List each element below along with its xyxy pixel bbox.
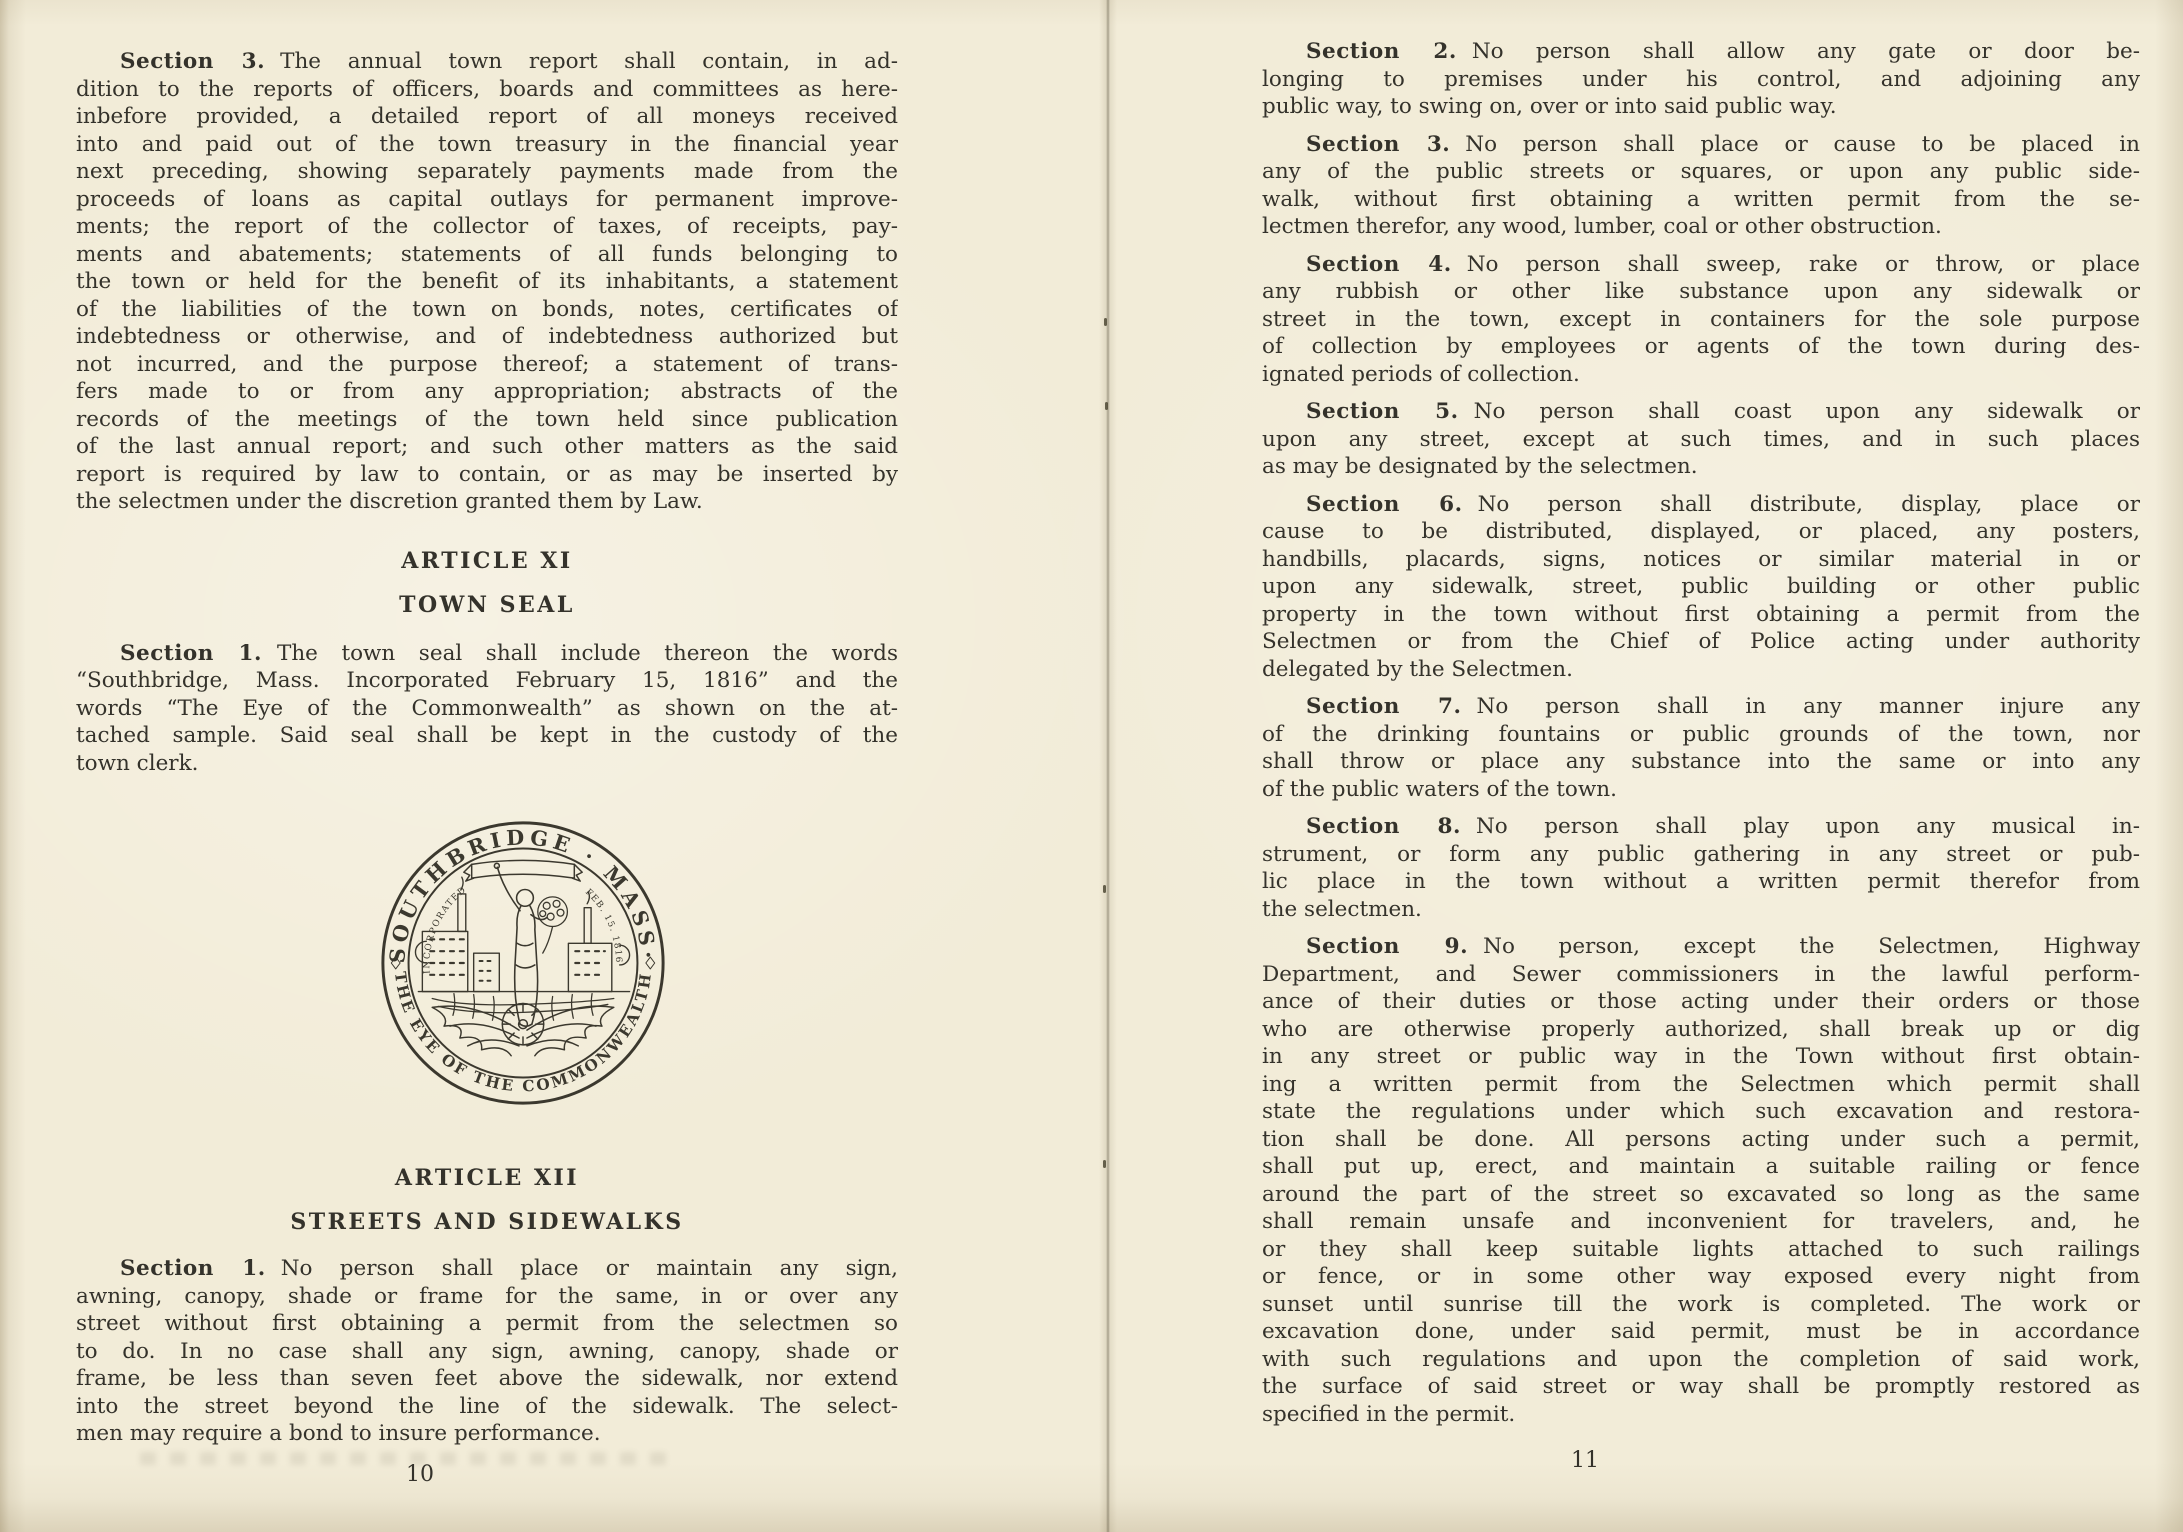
- text-line: shall remain unsafe and inconvenient for travelers, and, he: [1262, 1209, 2140, 1234]
- page-number-right: 11: [1571, 1448, 1599, 1473]
- section-label: Section 7.: [1306, 694, 1462, 719]
- text-line: fers made to or from any appropriation; abstracts of the: [76, 379, 898, 404]
- text-line: handbills, placards, signs, notices or similar material in or: [1262, 546, 2140, 572]
- text-line: street in the town, except in containers for the sole purpose: [1262, 306, 2140, 332]
- text-line: men may require a bond to insure performance.: [76, 1421, 601, 1446]
- text-line: any rubbish or other like substance upon any sidewalk or: [1262, 279, 2140, 304]
- text-line: Section 5. No person shall coast upon any sidewalk or: [1306, 399, 2140, 424]
- text-line: Section 1. No person shall place or maintain any sign,: [120, 1256, 898, 1281]
- text-line: Section 3. The annual town report shall contain, in ad-: [120, 49, 898, 74]
- text-line: awning, canopy, shade or frame for the same, in or over any: [76, 1283, 898, 1309]
- text-line: upon any street, except at such times, and in such places: [1262, 426, 2140, 452]
- text-line: Section 3. No person shall place or cause to be placed in: [1306, 131, 2140, 157]
- seal-ribbon: [464, 860, 582, 881]
- text-line: to do. In no case shall any sign, awning, canopy, shade or: [76, 1338, 898, 1364]
- text-line: into and paid out of the town treasury in the financial year: [76, 131, 898, 157]
- text-line: the town or held for the benefit of its inhabitants, a statement: [76, 269, 898, 294]
- text-line: with such regulations and upon the completion of said work,: [1262, 1346, 2140, 1372]
- text-line: Section 2. No person shall allow any gate or door be-: [1306, 39, 2140, 64]
- text-line: frame, be less than seven feet above the sidewalk, nor extend: [76, 1366, 898, 1391]
- text-line: the selectmen under the discretion granted them by Law.: [76, 489, 703, 514]
- text-line: Section 1. The town seal shall include thereon the words: [120, 640, 898, 666]
- text-line: public way, to swing on, over or into said public way.: [1262, 94, 1837, 119]
- text-line: indebtedness or otherwise, and of indebtedness authorized but: [76, 324, 898, 349]
- section-label: Section 5.: [1306, 399, 1459, 424]
- text-line: of the last annual report; and such other matters as the said: [76, 434, 898, 459]
- text-line: ance of their duties or those acting under their orders or those: [1262, 989, 2140, 1014]
- text-line: dition to the reports of officers, boards and committees as here-: [76, 76, 898, 102]
- bylaw-section: [1262, 131, 2140, 241]
- text-line: or they shall keep suitable lights attached to such railings: [1262, 1236, 2140, 1262]
- section-label: Section 3.: [120, 49, 266, 74]
- text-line: any of the public streets or squares, or upon any public side-: [1262, 159, 2140, 184]
- town-seal-paragraph: [76, 640, 898, 778]
- town-seal-heading: TOWN SEAL: [399, 591, 575, 618]
- bylaw-section: [1262, 933, 2140, 1428]
- text-line: proceeds of loans as capital outlays for permanent improve-: [76, 186, 898, 212]
- text-line: of the drinking fountains or public grounds of the town, nor: [1262, 721, 2140, 747]
- text-line: of the liabilities of the town on bonds, notes, certificates of: [76, 296, 898, 322]
- text-line: Department, and Sewer commissioners in the lawful perform-: [1262, 961, 2140, 987]
- text-line: shall put up, erect, and maintain a suitable railing or fence: [1262, 1154, 2140, 1179]
- text-line: or fence, or in some other way exposed every night from: [1262, 1264, 2140, 1289]
- section-label: Section 4.: [1306, 251, 1452, 277]
- town-seal-illustration: [375, 815, 671, 1111]
- text-line: Section 8. No person shall play upon any musical in-: [1306, 814, 2140, 839]
- streets-sidewalks-heading: STREETS AND SIDEWALKS: [290, 1209, 684, 1235]
- text-line: into the street beyond the line of the sidewalk. The select-: [76, 1393, 898, 1419]
- bylaw-section: [1262, 813, 2140, 923]
- text-line: records of the meetings of the town held since publication: [76, 406, 898, 432]
- page-number-left: 10: [406, 1462, 434, 1487]
- text-line: Section 6. No person shall distribute, display, place or: [1306, 491, 2140, 517]
- text-line: of the public waters of the town.: [1262, 776, 1617, 802]
- text-line: walk, without first obtaining a written permit from the se-: [1262, 186, 2140, 212]
- text-line: street without first obtaining a permit from the selectmen so: [76, 1311, 898, 1336]
- text-line: the surface of said street or way shall be promptly restored as: [1262, 1374, 2140, 1399]
- section-label: Section 6.: [1306, 491, 1463, 517]
- text-line: who are otherwise properly authorized, shall break up or dig: [1262, 1016, 2140, 1042]
- text-line: state the regulations under which such excavation and restora-: [1262, 1099, 2140, 1124]
- seal-incorporated-text: INCORPORATED: [422, 884, 469, 975]
- seal-figure: [494, 863, 546, 1026]
- text-line: property in the town without first obtaining a permit from the: [1262, 601, 2140, 627]
- text-line: “Southbridge, Mass. Incorporated February 15, 1816” and the: [76, 668, 898, 693]
- seal-top-text: SOUTHBRIDGE · MASS·: [385, 825, 661, 965]
- text-line: specified in the permit.: [1262, 1401, 1516, 1427]
- text-line: the selectmen.: [1262, 896, 1422, 922]
- text-line: not incurred, and the purpose thereof; a statement of trans-: [76, 351, 898, 377]
- text-line: sunset until sunrise till the work is completed. The work or: [1262, 1291, 2140, 1317]
- binding-stitch: [1105, 402, 1108, 410]
- text-line: report is required by law to contain, or as may be inserted by: [76, 461, 898, 487]
- seal-wheel: [502, 1003, 543, 1044]
- text-line: tached sample. Said seal shall be kept in the custody of the: [76, 723, 898, 748]
- seal-skyline: [415, 877, 629, 991]
- article-xii-heading: ARTICLE XII: [394, 1165, 580, 1191]
- text-line: around the part of the street so excavated so long as the same: [1262, 1181, 2140, 1207]
- seal-bottom-text: THE EYE OF THE COMMONWEALTH: [390, 970, 656, 1096]
- text-line: inbefore provided, a detailed report of all moneys received: [76, 104, 898, 129]
- text-line: Section 4. No person shall sweep, rake or throw, or place: [1306, 251, 2140, 277]
- article-xi-heading: ARTICLE XI: [401, 547, 573, 574]
- bylaw-section: [1262, 491, 2140, 684]
- text-line: longing to premises under his control, and adjoining any: [1262, 66, 2140, 92]
- town-seal: [112, 815, 934, 1111]
- text-line: upon any sidewalk, street, public building or other public: [1262, 574, 2140, 599]
- right-page: [1262, 38, 2140, 1428]
- text-line: Selectmen or from the Chief of Police acting under authority: [1262, 629, 2140, 654]
- text-line: excavation done, under said permit, must be in accordance: [1262, 1319, 2140, 1344]
- text-line: shall throw or place any substance into the same or into any: [1262, 749, 2140, 774]
- seal-wings: [432, 1006, 614, 1056]
- section-label: Section 1.: [120, 1256, 266, 1281]
- text-line: tion shall be done. All persons acting under such a permit,: [1262, 1126, 2140, 1152]
- bylaw-section: [1262, 251, 2140, 389]
- section-label: Section 1.: [120, 640, 262, 666]
- text-line: ments; the report of the collector of taxes, of receipts, pay-: [76, 214, 898, 239]
- text-line: cause to be distributed, displayed, or placed, any posters,: [1262, 519, 2140, 544]
- streets-section-paragraph: [76, 1255, 898, 1448]
- section-label: Section 9.: [1306, 934, 1469, 959]
- text-line: lic place in the town without a written permit therefor from: [1262, 869, 2140, 894]
- section-label: Section 3.: [1306, 131, 1451, 157]
- text-line: town clerk.: [76, 750, 199, 776]
- section-label: Section 8.: [1306, 814, 1461, 839]
- seal-bouquet: [538, 897, 568, 953]
- text-line: Section 9. No person, except the Selectmen, Highway: [1306, 934, 2140, 959]
- text-line: ments and abatements; statements of all funds belonging to: [76, 241, 898, 267]
- binding-stitch: [1103, 885, 1106, 893]
- text-line: in any street or public way in the Town without first obtain-: [1262, 1044, 2140, 1069]
- text-line: lectmen therefor, any wood, lumber, coal or other obstruction.: [1262, 214, 1942, 239]
- text-line: delegated by the Selectmen.: [1262, 656, 1573, 682]
- text-line: ing a written permit from the Selectmen which permit shall: [1262, 1071, 2140, 1097]
- page-gutter: [1099, 0, 1117, 1532]
- seal-date-text: FEB. 15. 1816: [583, 887, 624, 964]
- bylaw-section: [1262, 398, 2140, 481]
- text-line: ignated periods of collection.: [1262, 361, 1580, 387]
- bylaw-section: [1262, 693, 2140, 803]
- binding-stitch: [1104, 318, 1107, 326]
- text-line: of collection by employees or agents of the town during des-: [1262, 334, 2140, 359]
- binding-stitch: [1103, 1160, 1106, 1168]
- section-label: Section 2.: [1306, 39, 1457, 64]
- section-3-paragraph: [76, 48, 898, 516]
- text-line: strument, or form any public gathering in any street or pub-: [1262, 841, 2140, 867]
- left-page: [76, 48, 898, 1448]
- text-line: next preceding, showing separately payments made from the: [76, 159, 898, 184]
- text-line: words “The Eye of the Commonwealth” as shown on the at-: [76, 695, 898, 721]
- text-line: as may be designated by the selectmen.: [1262, 454, 1698, 479]
- bylaw-section: [1262, 38, 2140, 121]
- text-line: Section 7. No person shall in any manner injure any: [1306, 694, 2140, 719]
